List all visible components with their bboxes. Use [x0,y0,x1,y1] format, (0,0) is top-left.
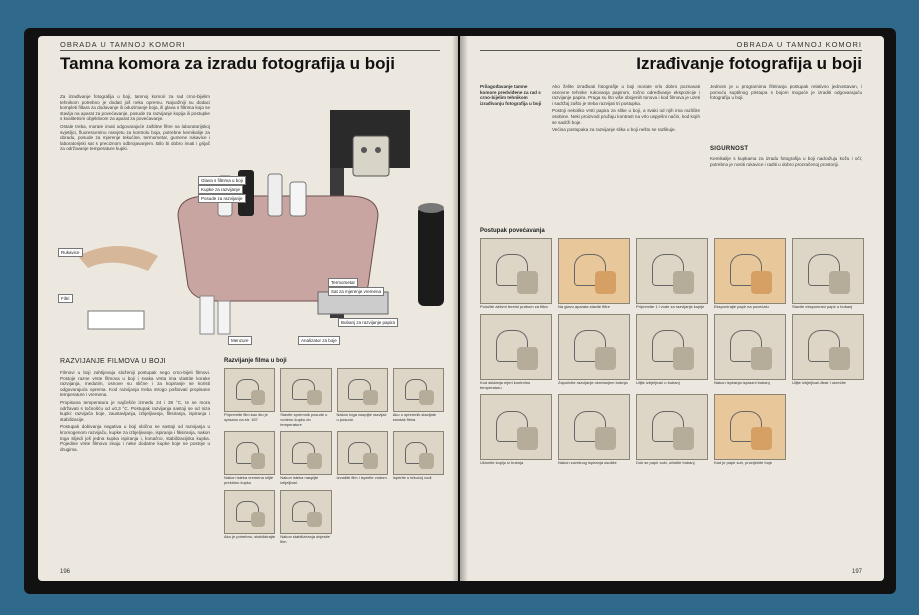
left-page-number: 196 [60,569,71,575]
left-running-header: OBRADA U TAMNOJ KOMORI [60,40,186,49]
callout-label: Rukavice [58,248,83,257]
procedure-step-illustration [224,490,275,534]
procedure-step-illustration [480,394,552,460]
callout-label: Filtri [58,294,73,303]
procedure-step-illustration [714,314,786,380]
right-page-number: 197 [851,569,862,575]
procedure-step-caption: Ako u spremnik stavljate smotak filma [392,412,437,422]
left-header-rule [60,50,440,51]
procedure-step [480,394,552,466]
procedure-step [480,238,552,310]
procedure-step [480,314,552,391]
procedure-step [224,368,275,427]
procedure-step-illustration [636,314,708,380]
procedure-step-caption: Na glavu aparata stavite filtre [558,304,610,309]
procedure-step [280,490,331,545]
measuring-cylinder-shape [200,296,214,334]
procedure-step [337,368,388,427]
callout-label: Kupke za razvijanje [198,185,243,194]
procedure-step-illustration [558,394,630,460]
procedure-step-caption: Pripremite film kao što je opisano na str. 187 [224,412,268,422]
left-procedure-title: Razvijanje filma u boji [224,358,287,364]
right-column-1 [552,84,700,135]
procedure-step-caption: Kad je papir suh, procijenite boje [714,460,773,466]
procedure-step-caption: Nakon završnog ispiranja osušite [558,460,617,466]
darkroom-equipment-illustration [68,96,448,336]
procedure-step [393,368,444,427]
film-procedure-grid [224,368,444,545]
procedure-step-caption: Započnite razvijanje okretanjem bubnja [558,379,628,385]
procedure-step-caption: Ulijte izbjeljivač u bubanj [636,379,680,385]
procedure-step-illustration [558,314,630,380]
right-safety-text: Kemikalije s kupkama za izradu fotografija u boji nadražuju kožu i oči; potrebno je nositi rukavice i raditi u dobro prozračenoj prostoriji. [710,156,862,167]
procedure-step [792,314,864,391]
callout-label: Posude za razvijanje [198,194,246,203]
procedure-step-illustration [480,314,552,380]
procedure-step-caption: Ako je potrebno, stabilizirajte [224,533,276,539]
procedure-step [558,314,630,391]
book-gutter-shadow [452,36,468,581]
left-intro-paragraph: Ostale treba, morate imati odgovarajuće zaštitne filtre na laboratorijskoj svjetiljci, fluorescentnu rasvjetu za kontrolu boja, potrebne kemikalije za obradu, posude za mjerenje tekućine, termometar, gumene rukavice i laboratorijski sat s preciznom odbrojavanjem. Bilo bi dobro imati i grijač za održavanje temperature kupki. [60,123,210,152]
procedure-step-illustration [224,431,275,475]
procedure-step-caption: Ulijte izbjeljivač-fiksir i okrećite [792,379,846,385]
procedure-step-illustration [224,368,275,412]
procedure-step [224,431,275,486]
left-body-paragraph: Filmovi u boji zahtijevaju složeniji postupak nego crno-bijeli filmovi. Postoje razne vrste filmova u boji i svaka vrsta ima vlastite korake razvijanja, medutim, osnove su slične i za kopiranje se koristi odgovarajuća oprema. Kod razvijanja treba strogo poštovati propisane temperature i vremena. [60,370,210,398]
right-paragraph: Postoji nekoliko vrsti papira za slike u boji, a svaki od njih ima različite osobine. Neki proizvodi pružaju kontrast na vrlo uspješni način, kod kojih se sadrži boje. [552,108,700,125]
right-side-blurb: Prilagođavanje tamne komore predviđene za rad s crno-bijelim tehnikom izrađivanju fotografija u boji [480,84,542,106]
color-analyzer-shape [353,136,389,176]
procedure-step [714,314,786,391]
gloves-shape [78,246,158,271]
procedure-step [558,238,630,310]
procedure-step-illustration [714,394,786,460]
right-page-title: Izrađivanje fotografija u boji [636,54,862,73]
callout-label: Termometar [328,278,358,287]
procedure-step-caption: Nakon isteka vremena ulijte prekidnu kupku [224,475,274,486]
procedure-step [337,431,388,486]
left-page-title: Tamna komora za izradu fotografija u boji [60,54,396,73]
chemical-bottle-shape [268,174,282,216]
procedure-step-illustration [636,238,708,304]
right-section-heading: SIGURNOST [710,146,749,152]
right-page [460,36,884,581]
procedure-step-caption: Izvadite film i isperite vodom [336,475,387,481]
procedure-step-caption: Pripremite 1 l vode za razvijanje kopije [636,304,705,309]
procedure-step [558,394,630,466]
left-intro-paragraph: Za izrađivanje fotografija u boji, tamnoj komori za rad crno-bijelim tehnikom potrebno je dodati još neku opremu. Najvažniji su dodaci kompleti filtara za dodavanje ili oduzimanje boja, ili glava s filtrima koja se stavlja na aparat za povećavanje, posude za razvijanje kopija ili postupke s kvalitetnim objektivom za aparat za povećavanje. [60,94,210,122]
procedure-step-illustration [280,490,331,534]
callout-label: Glava s filtrima u boji [198,176,246,185]
procedure-step-illustration [792,238,864,304]
right-running-header: OBRADA U TAMNOJ KOMORI [736,40,862,49]
left-body-paragraph: Postupak dobivanja negativa u boji obično se sastoji od razvijanja u kromogenom razvijaču, kupke za izbjeljivanje, ispiranja i fiksiranja, nakon toga slijedi još jedna kupka ispiranja i, konačno, stabilizacijska kupka. Pojedine vrste filmova imaju i neke dodatne kupke koje ne postoje u drugima. [60,424,210,452]
right-paragraph: Većina postupaka za razvijanje slika u boji nešto se razlikuje. [552,127,676,133]
left-page [38,36,458,581]
procedure-step [280,368,331,427]
procedure-step-caption: Kod skidanja mjeri kontrolnu temperaturu [480,379,531,390]
procedure-step-caption: Nakon ispiranja isprazni bubanj [714,379,770,385]
procedure-step [636,314,708,391]
paper-drum-shape [418,206,444,306]
procedure-step [636,394,708,466]
procedure-step [224,490,275,545]
enlarging-procedure-grid [480,238,864,466]
callout-label: Menzure [228,336,252,345]
procedure-step [792,238,864,310]
procedure-step-caption: Nakon isteka naspijte izbjeljivač [280,475,319,486]
callout-label: Sat za mjerenje vremena [328,287,384,296]
callout-label: Bubanj za razvijanje papira [338,318,398,327]
procedure-step-caption: Položite aktivni teretni prahom za filtra [480,304,548,309]
procedure-step-caption: Eksponirajte papir na povećalu [714,304,769,309]
procedure-step-caption: Isperite u tekućoj vodi [392,475,432,481]
right-procedure-title: Postupak povećavanja [480,228,545,234]
procedure-step-caption: Stavite spremnik posude u vodenu kupku do temperature [280,412,328,427]
right-paragraph: Jednom je u programima filtriranja postupak relativno jednostavan, i pomoću suptilnog pristupa s bojom moguće je izraditi odgovarajuću fotografiju u boji. [710,84,862,101]
callout-label: Analizator za boje [298,336,340,345]
procedure-step-illustration [337,431,388,475]
procedure-step-illustration [337,368,388,412]
chemical-bottle-shape [290,182,306,216]
procedure-step-caption: Nakon toga naspijte razvijač u posudu [336,412,387,422]
procedure-step-illustration [393,431,444,475]
procedure-step-illustration [480,238,552,304]
left-body-paragraph: Propisana temperatura je najčešće između 24 i 38 °C, te se mora održavati s točnošću od ±0,3 °C. Postupak razvijanja sastoji se od niza kupki: razvijača boje, zaustavljanja, izbjeljivanja, fiksiranja, ispiranja i stabilizacije. [60,399,210,422]
procedure-step-illustration [714,238,786,304]
procedure-step-caption: Dok se papir suši, očistite bubanj [636,460,695,466]
procedure-step-illustration [280,368,331,412]
procedure-step-illustration [792,314,864,380]
procedure-step-illustration [393,368,444,412]
right-paragraph: Ako želite izrađivati fotografije u boji morate vrlo dobro poznavati osnovne tehnike rukovanja papirom, točno određivanje ekspozicije i razvijanje papira. Praga su što više obojenih tonova i kod filmova je uzeti i sadržaj zašto je treba razvijati tri postupka. [552,84,700,106]
procedure-step-caption: Nakon stabiliziranja objesite film [280,533,330,544]
left-section-heading: RAZVIJANJE FILMOVA U BOJI [60,358,166,365]
procedure-step [714,238,786,310]
procedure-step-illustration [636,394,708,460]
procedure-step [714,394,786,466]
procedure-step-caption: Stavite eksponirani papir u bubanj [792,304,853,309]
left-body-text [60,370,210,454]
procedure-step [636,238,708,310]
right-header-rule [480,50,862,51]
filter-set-shape [88,311,144,329]
right-column-2 [710,84,862,103]
procedure-step-illustration [558,238,630,304]
procedure-step [393,431,444,486]
procedure-step-illustration [280,431,331,475]
measuring-cylinder-shape [218,301,230,334]
procedure-step-caption: Uklonite kopiju iz bubnja [480,460,524,466]
procedure-step [280,431,331,486]
